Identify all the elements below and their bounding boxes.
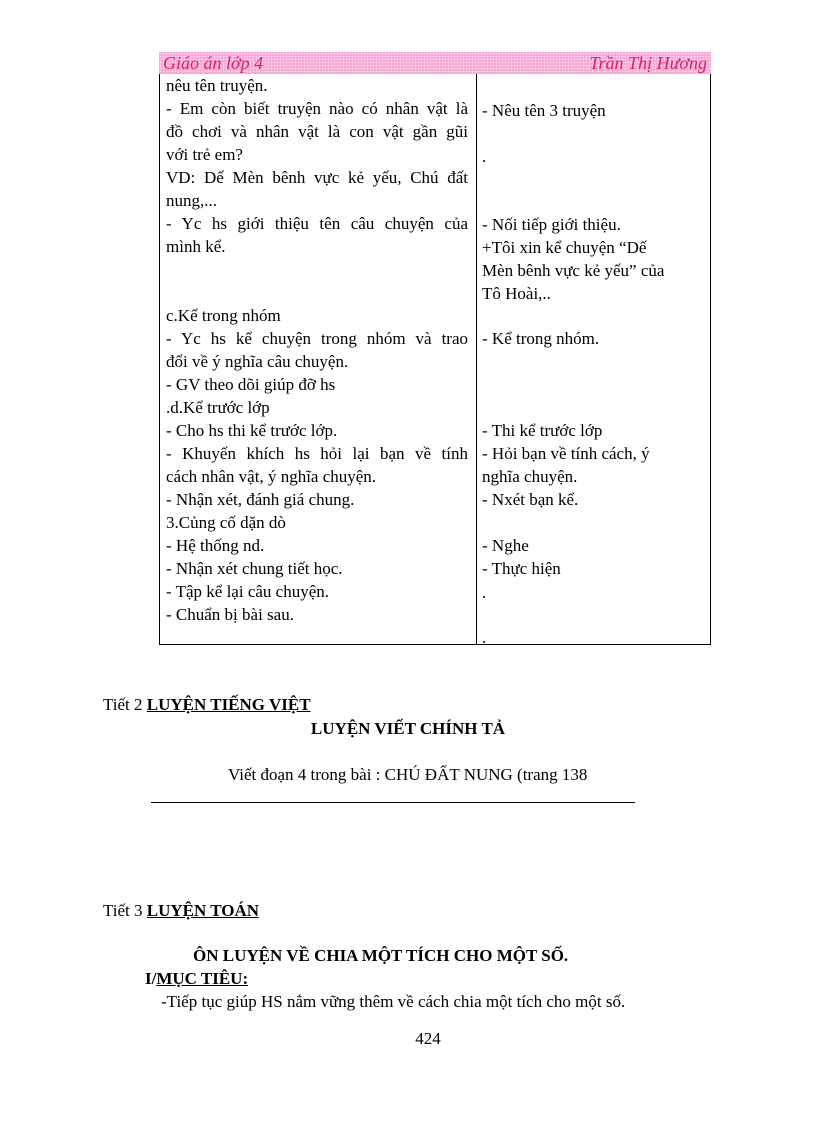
- teacher-line: - Nhận xét, đánh giá chung.: [166, 490, 355, 509]
- section-title: MỤC TIÊU:: [156, 969, 249, 988]
- column-divider: [476, 74, 477, 644]
- student-line: - Nxét bạn kể.: [482, 490, 579, 509]
- tiet2-task: Viết đoạn 4 trong bài : CHÚ ĐẤT NUNG (trang 138: [228, 765, 588, 784]
- teacher-line: cách nhân vật, ý nghĩa chuyện.: [166, 467, 377, 486]
- tiet3-prefix: Tiết 3: [103, 901, 147, 920]
- header-class-label: Giáo án lớp 4: [163, 53, 264, 73]
- student-line: - Kể trong nhóm.: [482, 329, 600, 348]
- teacher-line: - GV theo dõi giúp đỡ hs: [166, 375, 336, 394]
- student-line: .: [482, 147, 487, 166]
- student-line: - Thực hiện: [482, 559, 561, 578]
- student-line: .: [482, 628, 487, 647]
- header-author: Trần Thị Hương: [589, 53, 707, 73]
- teacher-line: - Em còn biết truyện nào có nhân vật là: [166, 99, 468, 118]
- tiet3-section: [145, 968, 248, 990]
- teacher-line: - Chuẩn bị bài sau.: [166, 605, 294, 624]
- teacher-line: - Tập kể lại câu chuyện.: [166, 582, 330, 601]
- teacher-line: đổi về ý nghĩa câu chuyện.: [166, 352, 349, 371]
- page-number: 424: [415, 1029, 441, 1048]
- writing-rule: [151, 802, 635, 803]
- student-line: - Nghe: [482, 536, 529, 555]
- teacher-line: - Hệ thống nd.: [166, 536, 265, 555]
- student-line: - Nối tiếp giới thiệu.: [482, 215, 621, 234]
- teacher-line: nung,...: [166, 191, 217, 210]
- teacher-line: c.Kể trong nhóm: [166, 306, 281, 325]
- student-line: - Nêu tên 3 truyện: [482, 101, 606, 120]
- page-header: [159, 52, 711, 74]
- tiet3-title: ÔN LUYỆN VỀ CHIA MỘT TÍCH CHO MỘT SỐ.: [193, 946, 569, 965]
- student-line: - Hỏi bạn về tính cách, ý: [482, 444, 650, 463]
- tiet2-heading: [103, 694, 311, 716]
- tiet3-subject: LUYỆN TOÁN: [146, 901, 260, 920]
- teacher-line: - Yc hs kể chuyện trong nhóm và trao: [166, 329, 468, 348]
- teacher-line: - Yc hs giới thiệu tên câu chuyện của: [166, 214, 468, 233]
- tiet3-heading: [103, 900, 259, 922]
- student-line: Tô Hoài,..: [482, 284, 551, 303]
- student-line: +Tôi xin kể chuyện “Dế: [482, 238, 647, 257]
- teacher-line: mình kể.: [166, 237, 226, 256]
- teacher-line: VD: Dế Mèn bênh vực kẻ yếu, Chú đất: [166, 168, 468, 187]
- tiet2-prefix: Tiết 2: [103, 695, 147, 714]
- teacher-line: với trẻ em?: [166, 145, 243, 164]
- teacher-line: đồ chơi và nhân vật là con vật gần gũi: [166, 122, 468, 141]
- teacher-line: - Khuyến khích hs hỏi lại bạn về tính: [166, 444, 468, 463]
- teacher-line: .d.Kể trước lớp: [166, 398, 270, 417]
- student-line: nghĩa chuyện.: [482, 467, 578, 486]
- student-line: Mèn bênh vực kẻ yếu” của: [482, 261, 665, 280]
- teacher-line: - Nhận xét chung tiết học.: [166, 559, 343, 578]
- tiet2-subject: LUYỆN TIẾNG VIỆT: [146, 695, 311, 714]
- tiet2-title: LUYỆN VIẾT CHÍNH TẢ: [310, 719, 506, 738]
- student-line: - Thi kể trước lớp: [482, 421, 603, 440]
- student-line: .: [482, 583, 487, 602]
- section-prefix: I/: [145, 969, 157, 988]
- teacher-line: - Cho hs thi kể trước lớp.: [166, 421, 338, 440]
- tiet3-goal: -Tiếp tục giúp HS nắm vững thêm về cách chia một tích cho một số.: [161, 992, 626, 1011]
- teacher-line: 3.Củng cố dặn dò: [166, 513, 286, 532]
- teacher-line: nêu tên truyện.: [166, 76, 268, 95]
